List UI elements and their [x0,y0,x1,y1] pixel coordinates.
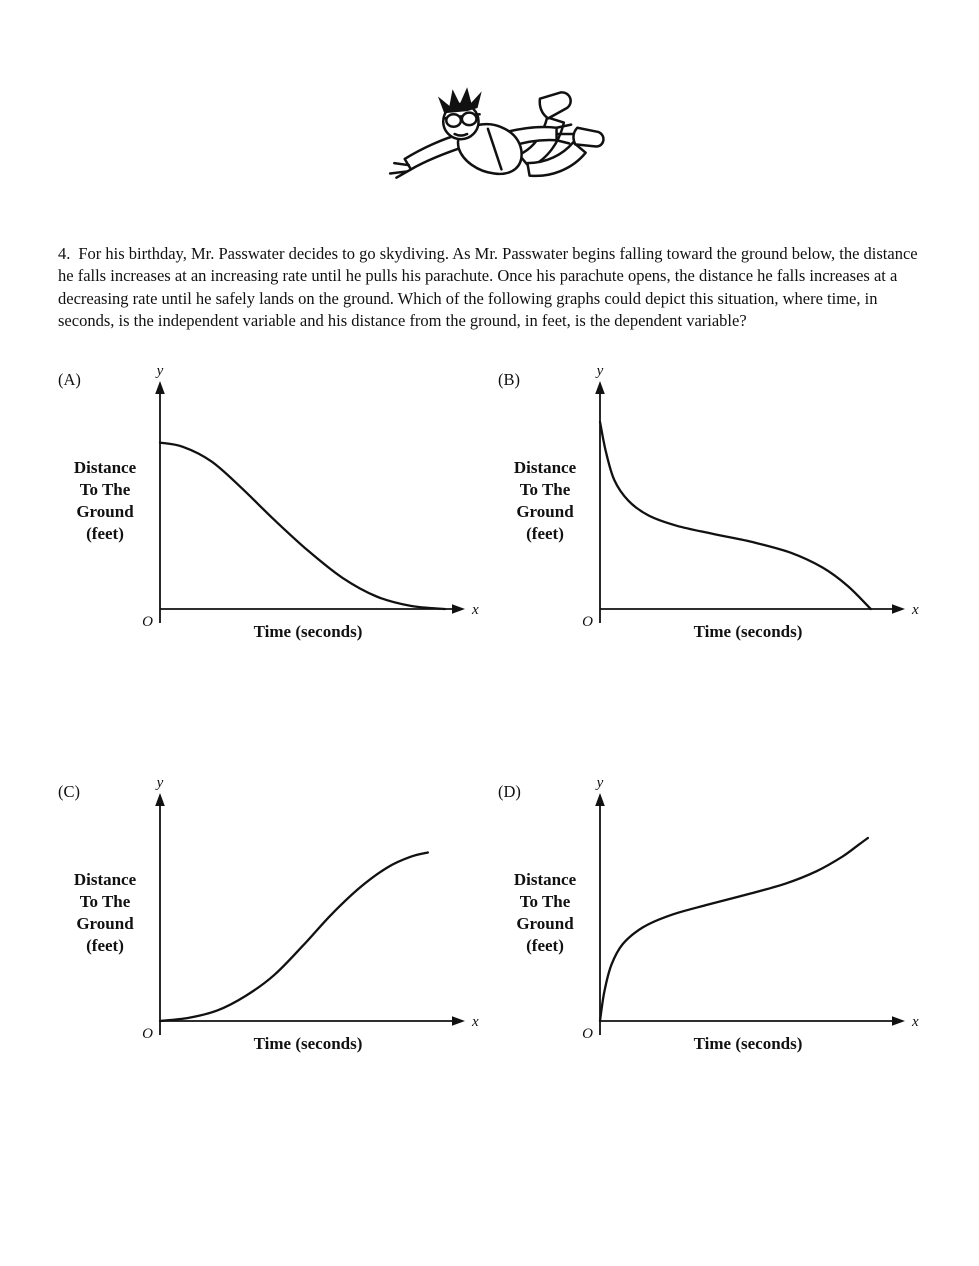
question-paragraph [58,243,921,333]
x-axis-arrow [452,604,465,614]
x-axis-title: Time (seconds) [693,621,803,641]
x-axis-title: Time (seconds) [253,1033,363,1053]
illustration-container [0,0,979,217]
graph-choice-d [490,773,930,1073]
y-axis-title-line: (feet) [526,523,564,543]
y-axis-title-line: Ground [516,501,574,521]
y-axis-title-line: (feet) [86,935,124,955]
x-axis-title: Time (seconds) [253,621,363,641]
x-axis-arrow [892,1016,905,1026]
y-axis-title-line: Distance [73,869,137,889]
origin-label: O [582,613,593,630]
x-axis-title: Time (seconds) [693,1033,803,1053]
x-axis-symbol: x [472,1013,479,1030]
x-axis-arrow [452,1016,465,1026]
y-axis-symbol: y [156,774,164,791]
y-axis-title-line: (feet) [526,935,564,955]
y-axis-title-line: Distance [513,869,577,889]
skydiver-hand-right [556,125,573,144]
y-axis-title-line: To The [519,891,571,911]
choice-letter: (A) [58,369,81,389]
y-axis-arrow [155,793,165,806]
graph-d-svg [490,773,930,1073]
curve-path [160,442,445,608]
origin-label: O [142,1025,153,1042]
graph-choice-b [490,361,930,661]
x-axis-symbol: x [912,601,919,618]
y-axis-arrow [595,381,605,394]
y-axis-title-line: Distance [73,457,137,477]
skydiver-goggle-right [461,113,476,125]
curve-path [600,422,871,609]
x-axis-symbol: x [912,1013,919,1030]
x-axis-symbol: x [472,601,479,618]
y-axis-title-line: Ground [516,913,574,933]
y-axis-title-line: To The [79,891,131,911]
y-axis-title-line: Ground [76,501,134,521]
y-axis-title-line: To The [519,479,571,499]
y-axis-title-line: Ground [76,913,134,933]
skydiver-hand-left [390,163,411,178]
choice-letter: (D) [498,781,521,801]
y-axis-arrow [155,381,165,394]
skydiver-illustration [365,82,615,212]
y-axis-symbol: y [596,774,604,791]
y-axis-arrow [595,793,605,806]
graph-choice-c [50,773,490,1073]
question-number: 4. [58,244,71,263]
curve-path [160,852,428,1021]
graph-choice-a [50,361,490,661]
origin-label: O [582,1025,593,1042]
graph-a-svg [50,361,490,661]
skydiver-boot-front [573,128,603,147]
answer-graphs-grid [0,361,979,1073]
graph-c-svg [50,773,490,1073]
y-axis-symbol: y [156,362,164,379]
curve-path [600,838,868,1021]
y-axis-title-line: (feet) [86,523,124,543]
choice-letter: (C) [58,781,80,801]
y-axis-title-line: To The [79,479,131,499]
graph-b-svg [490,361,930,661]
skydiver-goggle-left [446,114,461,126]
x-axis-arrow [892,604,905,614]
choice-letter: (B) [498,369,520,389]
origin-label: O [142,613,153,630]
question-text: For his birthday, Mr. Passwater decides to go skydiving. As Mr. Passwater begins falling toward the ground below, the distance he falls increases at an increasing rate until he pulls his parachute. Once his parachute opens, the distance he falls increases at a decreasing rate until he safely lands on the ground. Which of the following graphs could depict this situation, where time, in seconds, is the independent variable and his distance from the ground, in feet, is the dependent variable? [58,244,918,331]
y-axis-symbol: y [596,362,604,379]
skydiver-boot-rear [539,92,570,118]
y-axis-title-line: Distance [513,457,577,477]
